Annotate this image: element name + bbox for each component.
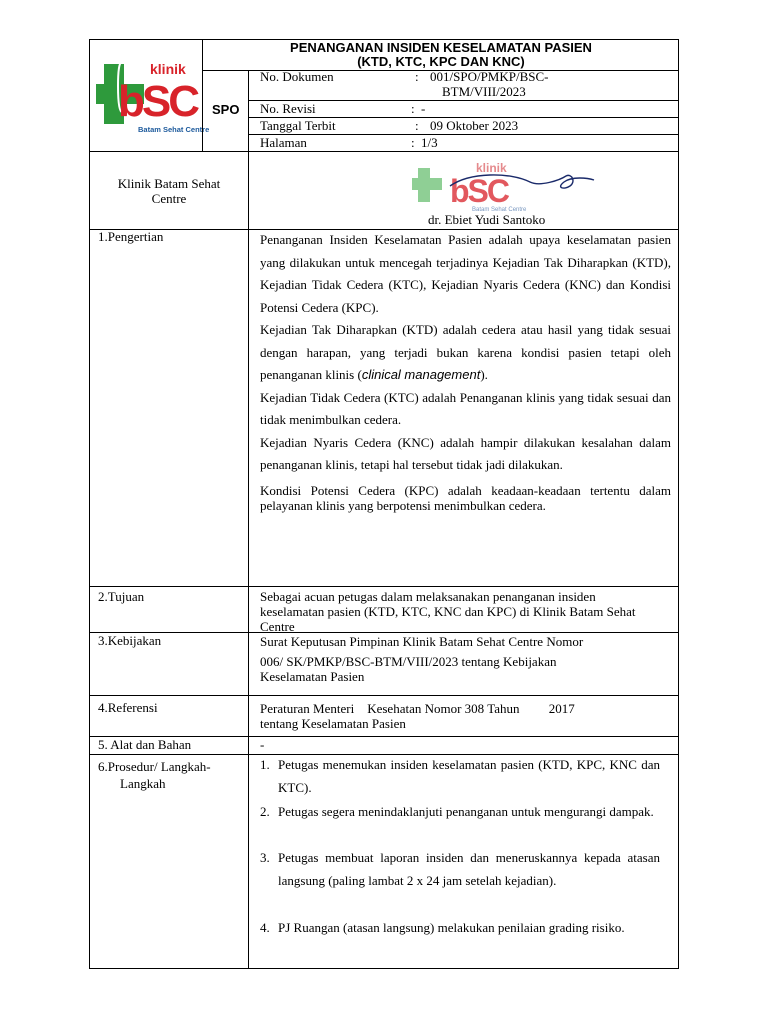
step-text: PJ Ruangan (atasan langsung) melakukan penilaian grading risiko.: [278, 920, 625, 935]
clinic-name-line1: Klinik Batam Sehat: [117, 176, 221, 191]
prosedur-label-line1: 6.Prosedur/ Langkah-: [98, 759, 211, 774]
pengertian-p2-text: Kejadian Tak Diharapkan (KTD) adalah cedera atau hasil yang tidak sesuai dengan harapan, yang terjadi bukan karena kondisi pasien tetapi oleh penanganan klinis (: [260, 322, 671, 382]
tanggal-terbit-sep: :: [415, 118, 419, 133]
spo-label: SPO: [212, 102, 240, 117]
kebijakan-line-2: 006/ SK/PMKP/BSC-BTM/VIII/2023 tentang Kebijakan: [260, 654, 557, 669]
no-dokumen-value-cont: BTM/VIII/2023: [442, 84, 526, 99]
pengertian-content: [260, 229, 671, 513]
no-dokumen-sep: :: [415, 69, 419, 84]
tujuan-label: 2.Tujuan: [98, 589, 145, 604]
signer-name: dr. Ebiet Yudi Santoko: [428, 212, 546, 227]
no-revisi-label: No. Revisi: [260, 101, 316, 116]
step-number: 1.: [260, 757, 270, 772]
signature-stamp: [410, 156, 600, 216]
prosedur-label-line2: Langkah: [120, 776, 166, 791]
step-text: Petugas menemukan insiden keselamatan pasien (KTD, KPC, KNC dan KTC).: [278, 757, 660, 795]
logo-klinik-text: klinik: [150, 61, 186, 77]
halaman-sep: :: [411, 135, 415, 150]
document-title-line1: PENANGANAN INSIDEN KESELAMATAN PASIEN: [290, 40, 592, 55]
stamp-bsc-text: bSC: [450, 173, 508, 209]
no-revisi-value: -: [421, 101, 426, 116]
referensi-line-1: Peraturan Menteri Kesehatan Nomor 308 Tahun 2017: [260, 701, 575, 716]
kebijakan-label: 3.Kebijakan: [98, 633, 162, 648]
tanggal-terbit-value: 09 Oktober 2023: [430, 118, 519, 133]
stamp-caption-text: Batam Sehat Centre: [472, 207, 527, 213]
halaman-value: 1/3: [421, 135, 438, 150]
document-page: [89, 39, 679, 969]
logo-caption-text: Batam Sehat Centre: [138, 125, 210, 134]
document-title-line2: (KTD, KTC, KPC DAN KNC): [357, 54, 525, 69]
kebijakan-line-1: Surat Keputusan Pimpinan Klinik Batam Sehat Centre Nomor: [260, 634, 584, 649]
referensi-line-2: tentang Keselamatan Pasien: [260, 716, 406, 731]
alat-bahan-value: -: [260, 737, 265, 752]
tujuan-text: Sebagai acuan petugas dalam melaksanakan penanganan insiden keselamatan pasien (KTD, KTC, KNC dan KPC) di Klinik Batam Sehat Centre: [260, 589, 636, 634]
referensi-label: 4.Referensi: [98, 700, 158, 715]
clinic-logo: [92, 50, 210, 138]
stamp-klinik-text: klinik: [476, 161, 507, 175]
pengertian-label: 1.Pengertian: [98, 229, 164, 244]
step-text: Petugas segera menindaklanjuti penanganan untuk mengurangi dampak.: [278, 804, 654, 819]
step-text: Petugas membuat laporan insiden dan meneruskannya kepada atasan langsung (paling lambat 2 x 24 jam setelah kejadian).: [278, 850, 660, 888]
halaman-label: Halaman: [260, 135, 307, 150]
no-dokumen-label: No. Dokumen: [260, 69, 334, 84]
no-revisi-sep: :: [411, 101, 415, 116]
prosedur-step-3: [260, 847, 660, 892]
pengertian-paragraph-2: [260, 319, 671, 387]
step-number: 4.: [260, 920, 270, 935]
pengertian-p2-italic: clinical management: [361, 367, 481, 382]
pengertian-paragraph-5: Kondisi Potensi Cedera (KPC) adalah keadaan-keadaan tertentu dalam pelayanan klinis yang berpotensi menimbulkan cedera.: [260, 482, 671, 513]
prosedur-step-2: [260, 801, 660, 824]
alat-bahan-label: 5. Alat dan Bahan: [98, 737, 192, 752]
pengertian-p2-end: ).: [480, 367, 488, 382]
prosedur-step-1: [260, 754, 660, 799]
stamp-cross-icon: [412, 168, 442, 202]
no-dokumen-value: 001/SPO/PMKP/BSC-: [430, 69, 549, 84]
prosedur-step-4: [260, 917, 660, 940]
pengertian-paragraph-3: Kejadian Tidak Cedera (KTC) adalah Penanganan klinis yang tidak sesuai dan tidak menimbulkan cedera.: [260, 389, 671, 427]
pengertian-paragraph-4: Kejadian Nyaris Cedera (KNC) adalah hampir dilakukan kesalahan dalam penanganan klinis, tetapi hal tersebut tidak jadi dilakukan.: [260, 434, 671, 472]
step-number: 2.: [260, 804, 270, 819]
pengertian-paragraph-1: Penanganan Insiden Keselamatan Pasien adalah upaya keselamatan pasien yang dilakukan untuk mencegah terjadinya Kejadian Tak Diharapkan (KTD), Kejadian Tidak Cedera (KTC), Kejadian Nyaris Cedera (KNC) dan Kondisi Potensi Cedera (KPC).: [260, 232, 671, 315]
step-number: 3.: [260, 850, 270, 865]
kebijakan-line-3: Keselamatan Pasien: [260, 669, 365, 684]
logo-bsc-text: bSC: [118, 77, 197, 126]
clinic-name-line2: Centre: [151, 191, 187, 206]
tanggal-terbit-label: Tanggal Terbit: [260, 118, 336, 133]
